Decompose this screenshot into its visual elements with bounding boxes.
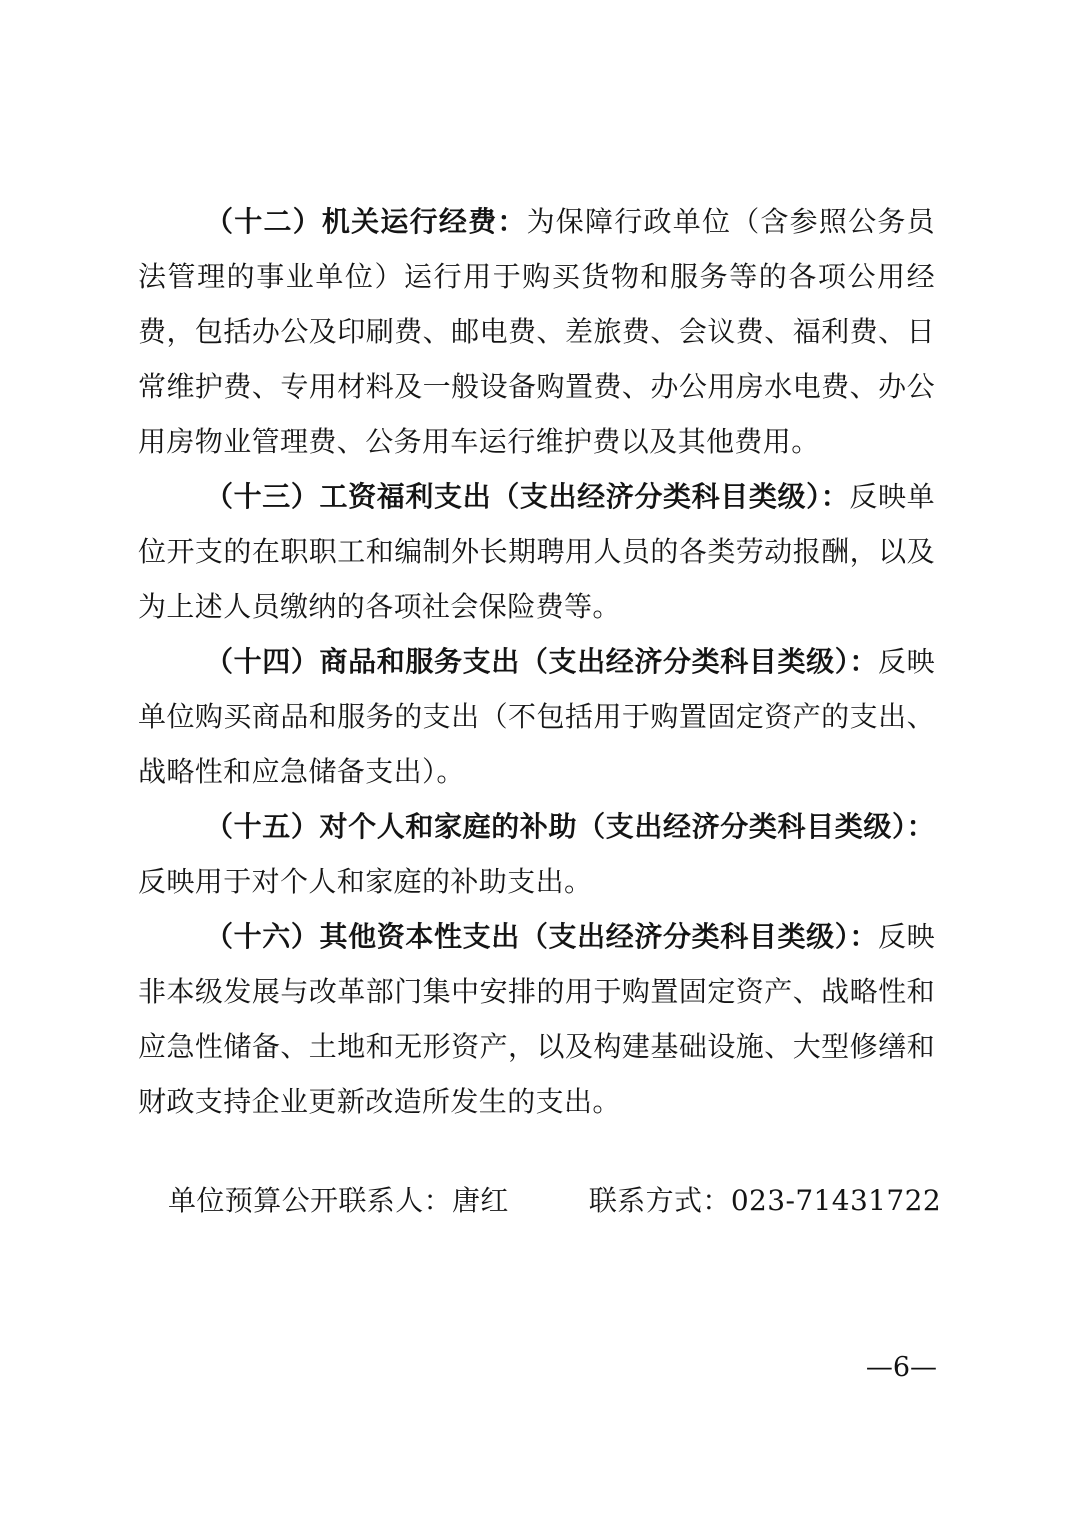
paragraph-12-heading: （十二）机关运行经费： (205, 205, 527, 238)
paragraph-15 (138, 799, 935, 909)
paragraph-16 (138, 909, 935, 1129)
paragraph-16-heading: （十六）其他资本性支出（支出经济分类科目类级）： (205, 920, 878, 953)
paragraph-15-body: 反映用于对个人和家庭的补助支出。 (138, 865, 593, 898)
paragraph-14 (138, 634, 935, 799)
contact-line (138, 1173, 942, 1228)
paragraph-14-heading: （十四）商品和服务支出（支出经济分类科目类级）： (205, 645, 878, 678)
paragraph-13 (138, 469, 935, 634)
contact-person-label: 单位预算公开联系人：唐红 (168, 1184, 509, 1217)
paragraph-12-body: 为保障行政单位（含参照公务员法管理的事业单位）运行用于购买货物和服务等的各项公用经费，包括办公及印刷费、邮电费、差旅费、会议费、福利费、日常维护费、专用材料及一般设备购置费、办公用房水电费、办公用房物业管理费、公务用车运行维护费以及其他费用。 (138, 205, 935, 458)
paragraph-14-body: 反映单位购买商品和服务的支出（不包括用于购置固定资产的支出、战略性和应急储备支出）。 (138, 645, 935, 788)
document-body (138, 194, 942, 1228)
paragraph-13-body: 反映单位开支的在职职工和编制外长期聘用人员的各类劳动报酬，以及为上述人员缴纳的各项社会保险费等。 (138, 480, 936, 623)
page-number: —6— (865, 1352, 937, 1383)
paragraph-12 (138, 194, 935, 469)
contact-phone-label: 联系方式：023-71431722 (588, 1184, 942, 1217)
paragraph-16-body: 反映非本级发展与改革部门集中安排的用于购置固定资产、战略性和应急性储备、土地和无形资产，以及构建基础设施、大型修缮和财政支持企业更新改造所发生的支出。 (138, 920, 935, 1118)
paragraph-13-heading: （十三）工资福利支出（支出经济分类科目类级）： (205, 480, 850, 513)
paragraph-15-heading: （十五）对个人和家庭的补助（支出经济分类科目类级）： (205, 810, 935, 843)
